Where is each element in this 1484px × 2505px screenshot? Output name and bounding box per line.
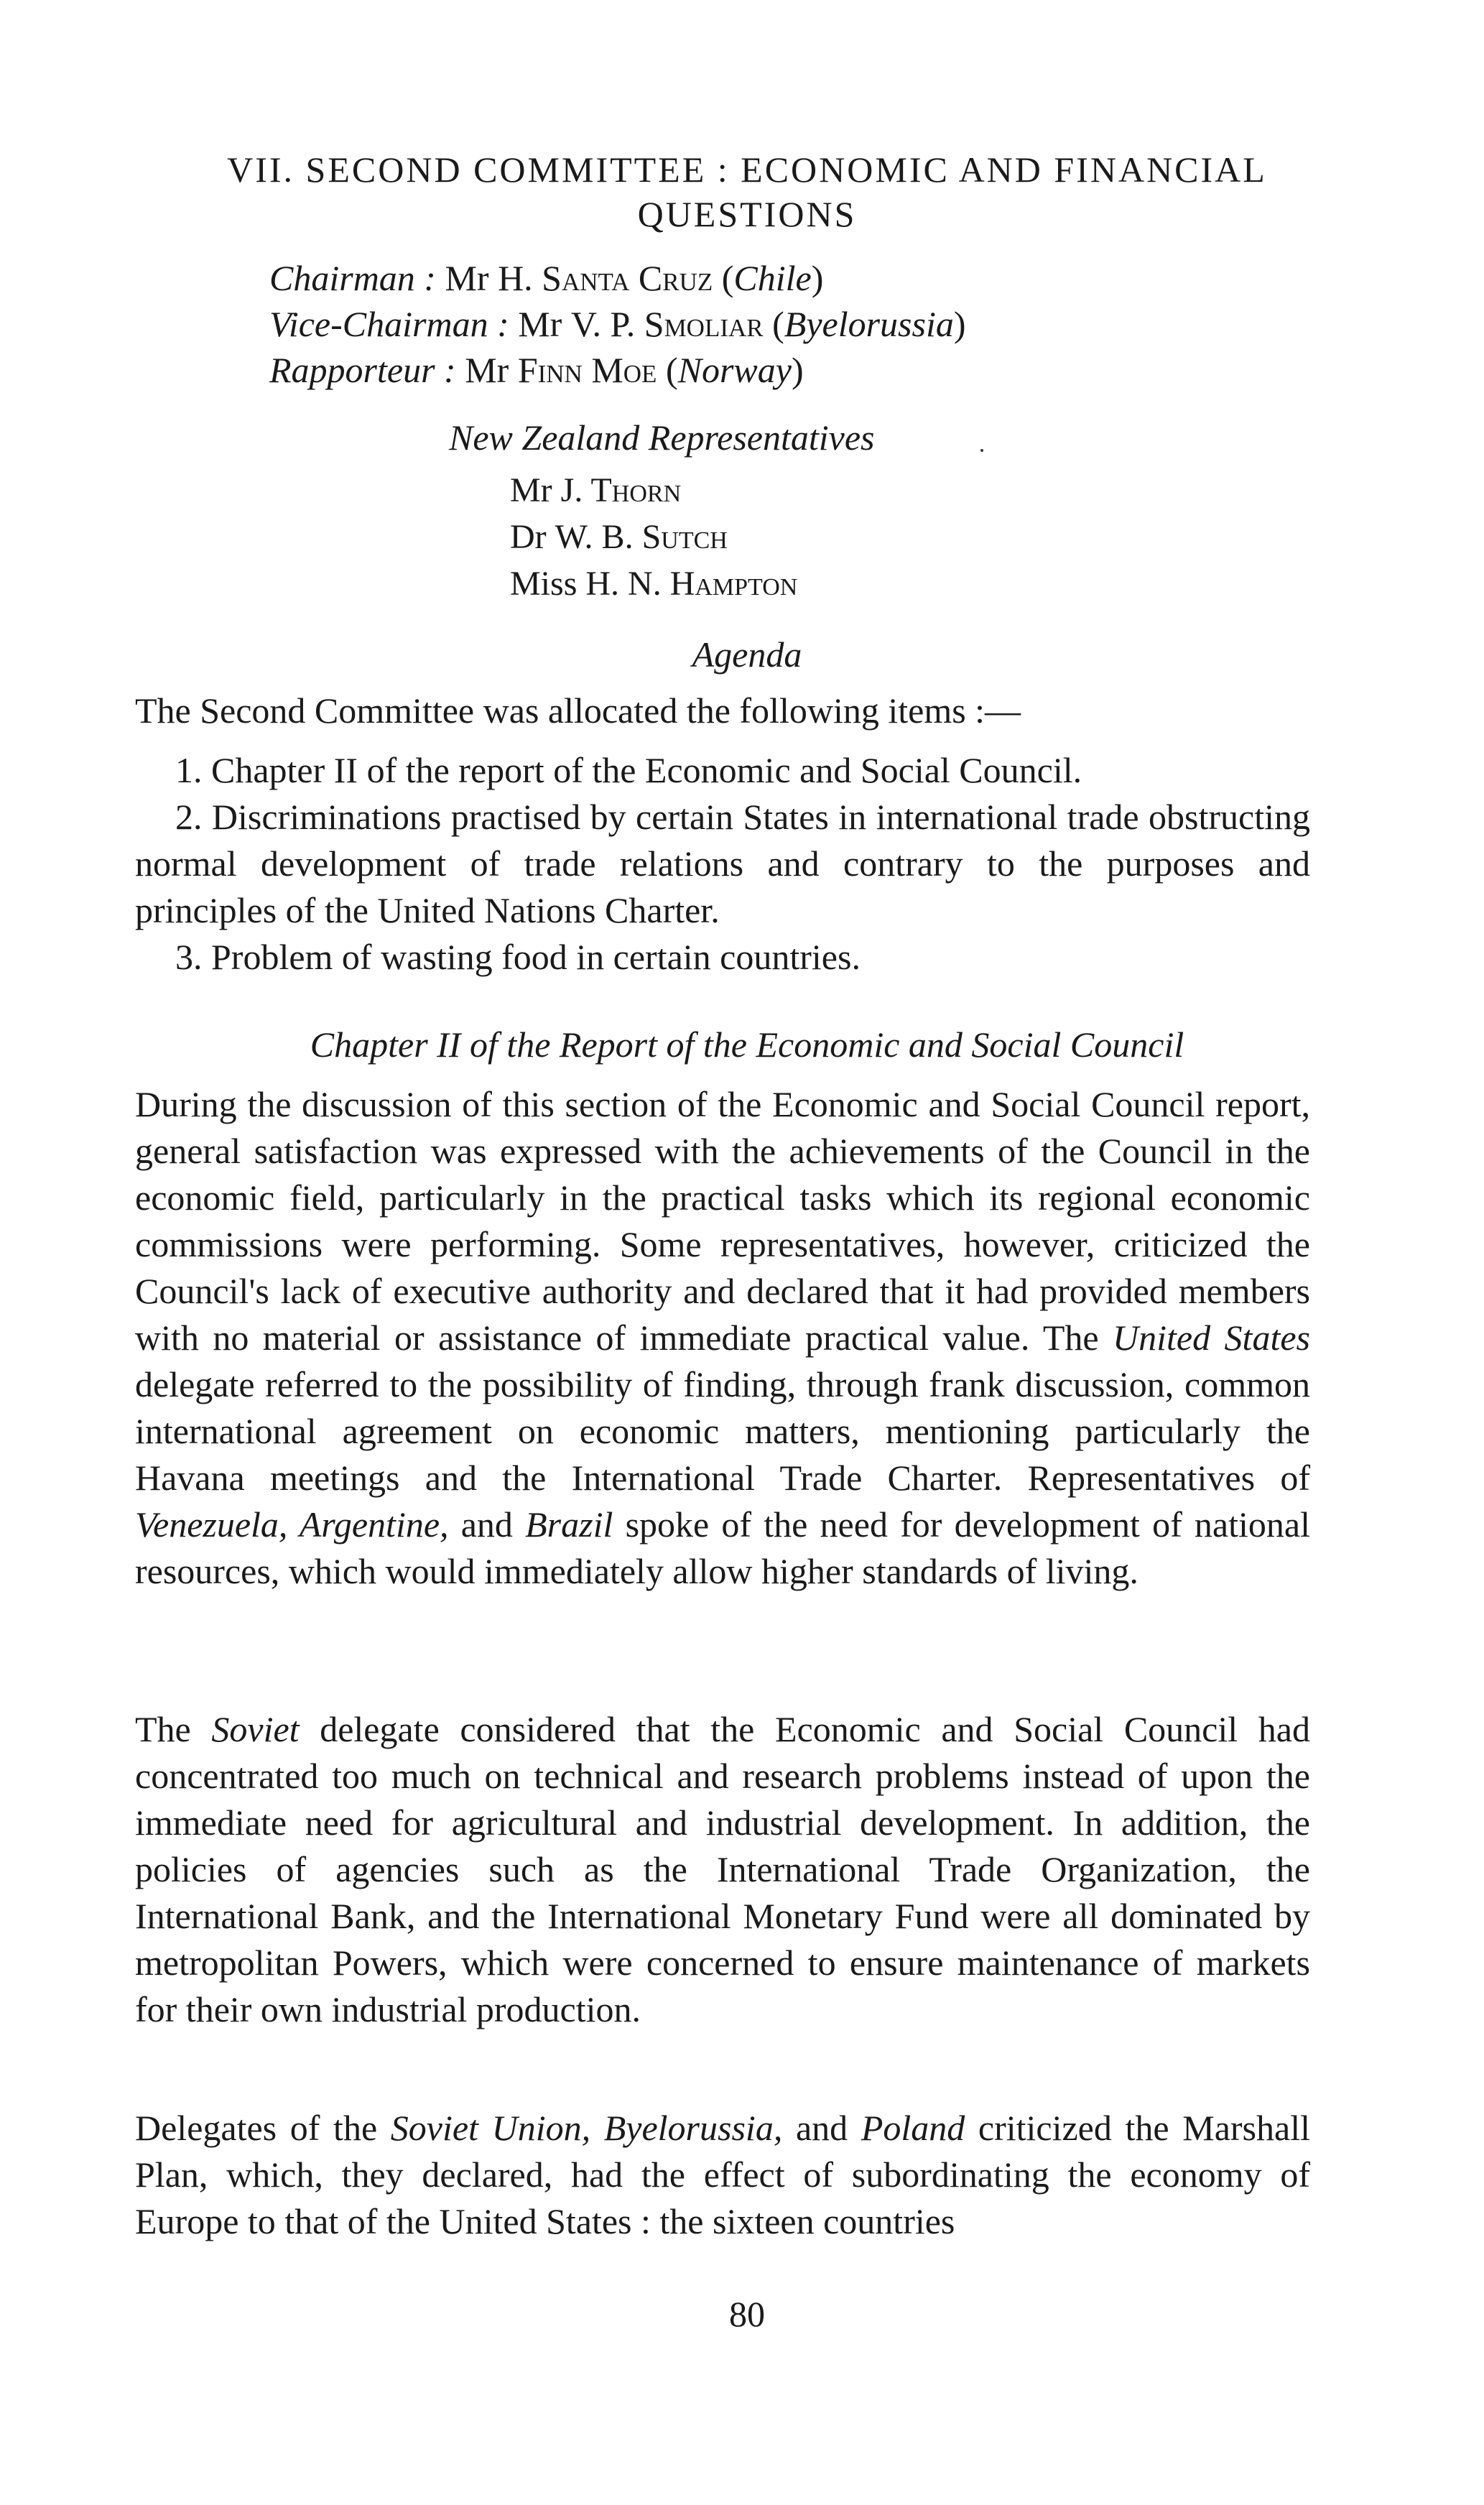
chapter-title: Chapter II of the Report of the Economic and Social Council bbox=[310, 1024, 1184, 1065]
representatives-title: New Zealand Representatives bbox=[449, 417, 875, 458]
representative: Miss H. N. Hampton bbox=[510, 565, 798, 603]
paragraph: During the discussion of this section of the Economic and Social Council report, general satisfaction was expressed with the achievements of the Council in the economic field, particularly in the practical tasks which its regional economic commissions were performing. Some representatives, however, criticized the Council's lack of executive authority and declared that it had provided members with no material or assistance of immediate practical value. The United States delegate referred to the possibility of finding, through frank discussion, common international agreement on economic matters, mentioning particularly the Havana meetings and the International Trade Charter. Representatives of Venezuela, Argentine, and Brazil spoke of the need for development of national resources, which would immediately allow higher standards of living. bbox=[135, 1084, 1310, 1591]
heading-line-2: QUESTIONS bbox=[637, 194, 857, 234]
representatives-list bbox=[510, 467, 797, 607]
committee-officers bbox=[269, 255, 966, 393]
officer-vice-chairman: Vice-Chairman : Mr V. P. Smoliar (Byelorussia) bbox=[269, 304, 966, 344]
paragraph: The Soviet delegate considered that the Economic and Social Council had concentrated too much on technical and research problems instead of upon the immediate need for agricultural and industrial development. In addition, the policies of agencies such as the International Trade Organization, the International Bank, and the International Monetary Fund were all dominated by metropolitan Powers, which were concerned to ensure maintenance of markets for their own industrial production. bbox=[135, 1709, 1310, 2029]
agenda-item: 2. Discriminations practised by certain States in international trade obstructing normal development of trade relations and contrary to the purposes and principles of the United Nations Charter. bbox=[135, 797, 1310, 930]
heading-line-1: VII. SECOND COMMITTEE : ECONOMIC AND FINANCIAL bbox=[227, 149, 1267, 190]
print-speck bbox=[980, 449, 983, 452]
section-heading bbox=[93, 147, 1401, 236]
page-number: 80 bbox=[729, 2294, 765, 2334]
agenda-title: Agenda bbox=[692, 634, 802, 675]
officer-chairman: Chairman : Mr H. Santa Cruz (Chile) bbox=[269, 258, 824, 298]
representative: Dr W. B. Sutch bbox=[510, 518, 728, 556]
paragraph: Delegates of the Soviet Union, Byelorussia, and Poland criticized the Marshall Plan, which, they declared, had the effect of subordinating the economy of Europe to that of the United States : the sixteen countries bbox=[135, 2108, 1310, 2241]
officer-rapporteur: Rapporteur : Mr Finn Moe (Norway) bbox=[269, 350, 804, 390]
agenda-item: 1. Chapter II of the report of the Economic and Social Council. bbox=[175, 750, 1082, 790]
agenda-intro: The Second Committee was allocated the following items :— bbox=[135, 690, 1021, 731]
agenda-list bbox=[135, 747, 1310, 981]
agenda-item: 3. Problem of wasting food in certain countries. bbox=[175, 937, 861, 977]
representative: Mr J. Thorn bbox=[510, 471, 682, 509]
